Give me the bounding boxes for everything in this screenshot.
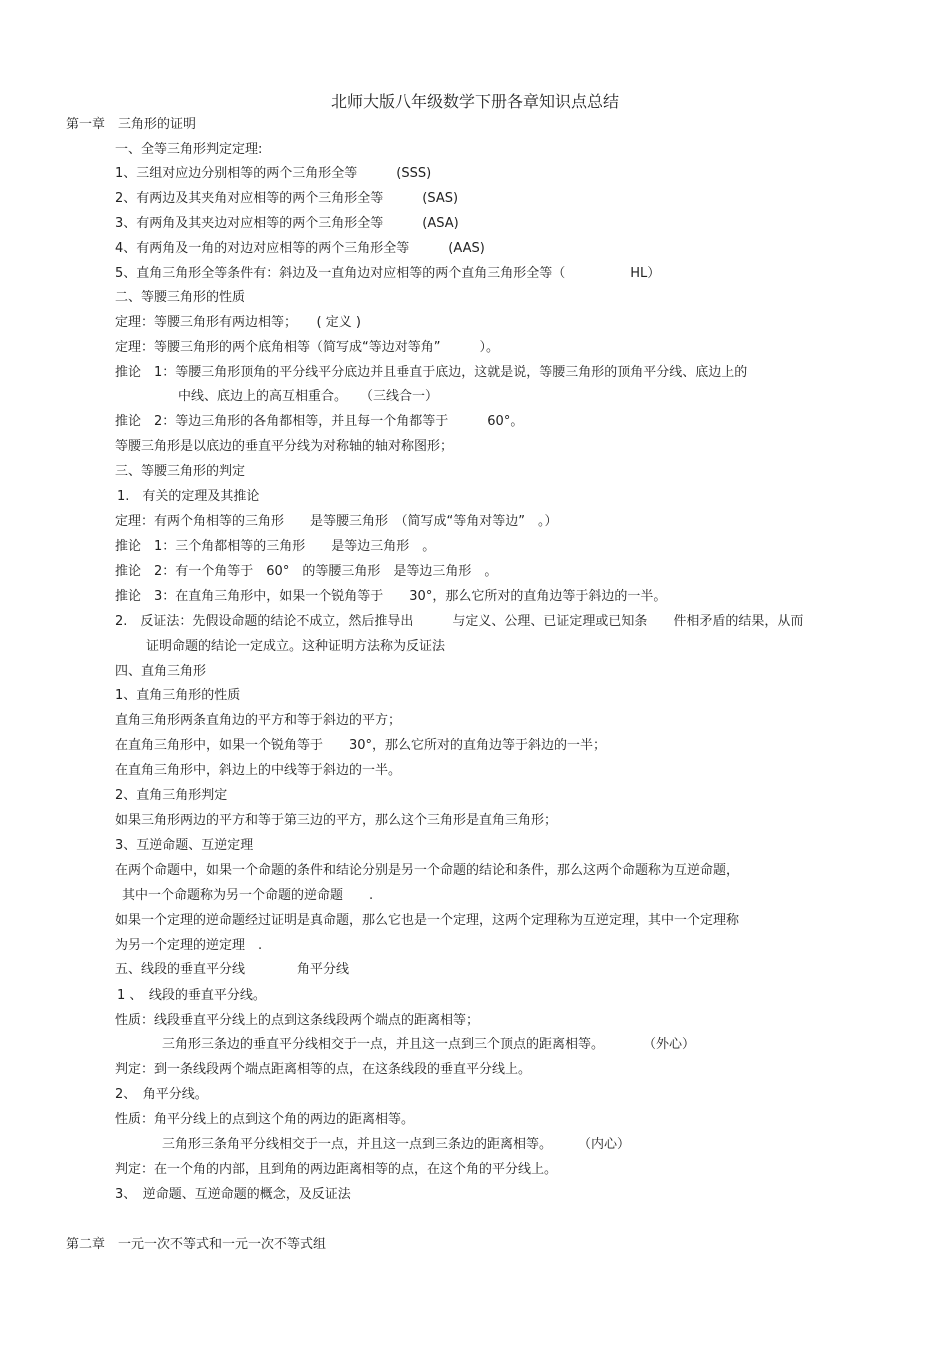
text-line: 为另一个定理的逆定理 . <box>115 938 263 953</box>
text-line: 中线、底边上的高互相重合。 （三线合一） <box>178 389 439 404</box>
text-line: 2、 角平分线。 <box>115 1087 208 1102</box>
text-line: 3、 逆命题、互逆命题的概念，及反证法 <box>115 1187 351 1202</box>
text-line: 1. 有关的定理及其推论 <box>117 489 260 504</box>
text-line: 3、互逆命题、互逆定理 <box>115 838 254 853</box>
text-line: 推论 2：等边三角形的各角都相等，并且每一个角都等于 60°。 <box>115 414 524 429</box>
text-line: 推论 1：等腰三角形顶角的平分线平分底边并且垂直于底边，这就是说，等腰三角形的顶角平分线、底边上的 <box>115 365 748 380</box>
text-line: 其中一个命题称为另一个命题的逆命题 . <box>122 888 374 903</box>
text-line: 等腰三角形是以底边的垂直平分线为对称轴的轴对称图形； <box>115 439 454 454</box>
text-line: 3、有两角及其夹边对应相等的两个三角形全等 (ASA) <box>115 216 459 231</box>
text-line: 证明命题的结论一定成立。这种证明方法称为反证法 <box>146 639 446 654</box>
text-line: 三角形三条角平分线相交于一点，并且这一点到三条边的距离相等。 （内心） <box>162 1137 631 1152</box>
text-line: 定理：有两个角相等的三角形 是等腰三角形 （简写成“等角对等边” 。） <box>115 514 558 529</box>
text-line: 判定：到一条线段两个端点距离相等的点，在这条线段的垂直平分线上。 <box>115 1062 532 1077</box>
text-line: 直角三角形两条直角边的平方和等于斜边的平方； <box>115 713 402 728</box>
text-line: 如果一个定理的逆命题经过证明是真命题，那么它也是一个定理，这两个定理称为互逆定理，其中一个定理称 <box>115 913 740 928</box>
text-line: 2. 反证法：先假设命题的结论不成立，然后推导出 与定义、公理、已证定理或已知条 件相矛盾的结果，从而 <box>115 614 804 629</box>
section-1-heading: 一、全等三角形判定定理: <box>115 142 263 157</box>
text-line: 性质：角平分线上的点到这个角的两边的距离相等。 <box>115 1112 415 1127</box>
document-title: 北师大版八年级数学下册各章知识点总结 <box>330 92 619 111</box>
text-line: 在两个命题中，如果一个命题的条件和结论分别是另一个命题的结论和条件，那么这两个命题称为互逆命题， <box>115 863 740 878</box>
text-line: 在直角三角形中，如果一个锐角等于 30°，那么它所对的直角边等于斜边的一半； <box>115 738 607 753</box>
chapter-2-heading: 第二章 一元一次不等式和一元一次不等式组 <box>66 1237 327 1252</box>
text-line: 在直角三角形中，斜边上的中线等于斜边的一半。 <box>115 763 402 778</box>
chapter-1-heading: 第一章 三角形的证明 <box>66 117 197 132</box>
text-line: 判定：在一个角的内部，且到角的两边距离相等的点，在这个角的平分线上。 <box>115 1162 558 1177</box>
text-line: 推论 1：三个角都相等的三角形 是等边三角形 。 <box>115 539 436 554</box>
text-line: 1 、 线段的垂直平分线。 <box>117 988 266 1003</box>
text-line: 性质：线段垂直平分线上的点到这条线段两个端点的距离相等； <box>115 1013 480 1028</box>
text-line: 1、直角三角形的性质 <box>115 688 241 703</box>
text-line: 2、直角三角形判定 <box>115 788 228 803</box>
text-line: 定理：等腰三角形的两个底角相等（简写成“等边对等角” ）。 <box>115 340 499 355</box>
text-line: 4、有两角及一角的对边对应相等的两个三角形全等 (AAS) <box>115 241 485 256</box>
text-line: 三角形三条边的垂直平分线相交于一点，并且这一点到三个顶点的距离相等。 （外心） <box>162 1037 696 1052</box>
text-line: 如果三角形两边的平方和等于第三边的平方，那么这个三角形是直角三角形； <box>115 813 558 828</box>
text-line: 推论 2：有一个角等于 60° 的等腰三角形 是等边三角形 。 <box>115 564 498 579</box>
text-line: 5、直角三角形全等条件有：斜边及一直角边对应相等的两个直角三角形全等（ HL） <box>115 266 661 281</box>
section-3-heading: 三、等腰三角形的判定 <box>115 464 246 479</box>
text-line: 1、三组对应边分别相等的两个三角形全等 (SSS) <box>115 166 432 181</box>
text-line: 定理：等腰三角形有两边相等； ( 定义 ) <box>115 315 361 330</box>
section-2-heading: 二、等腰三角形的性质 <box>115 290 246 305</box>
text-line: 2、有两边及其夹角对应相等的两个三角形全等 (SAS) <box>115 191 459 206</box>
text-line: 推论 3：在直角三角形中，如果一个锐角等于 30°，那么它所对的直角边等于斜边的一半。 <box>115 589 667 604</box>
section-5-heading: 五、线段的垂直平分线 角平分线 <box>115 962 350 977</box>
section-4-heading: 四、直角三角形 <box>115 664 207 679</box>
